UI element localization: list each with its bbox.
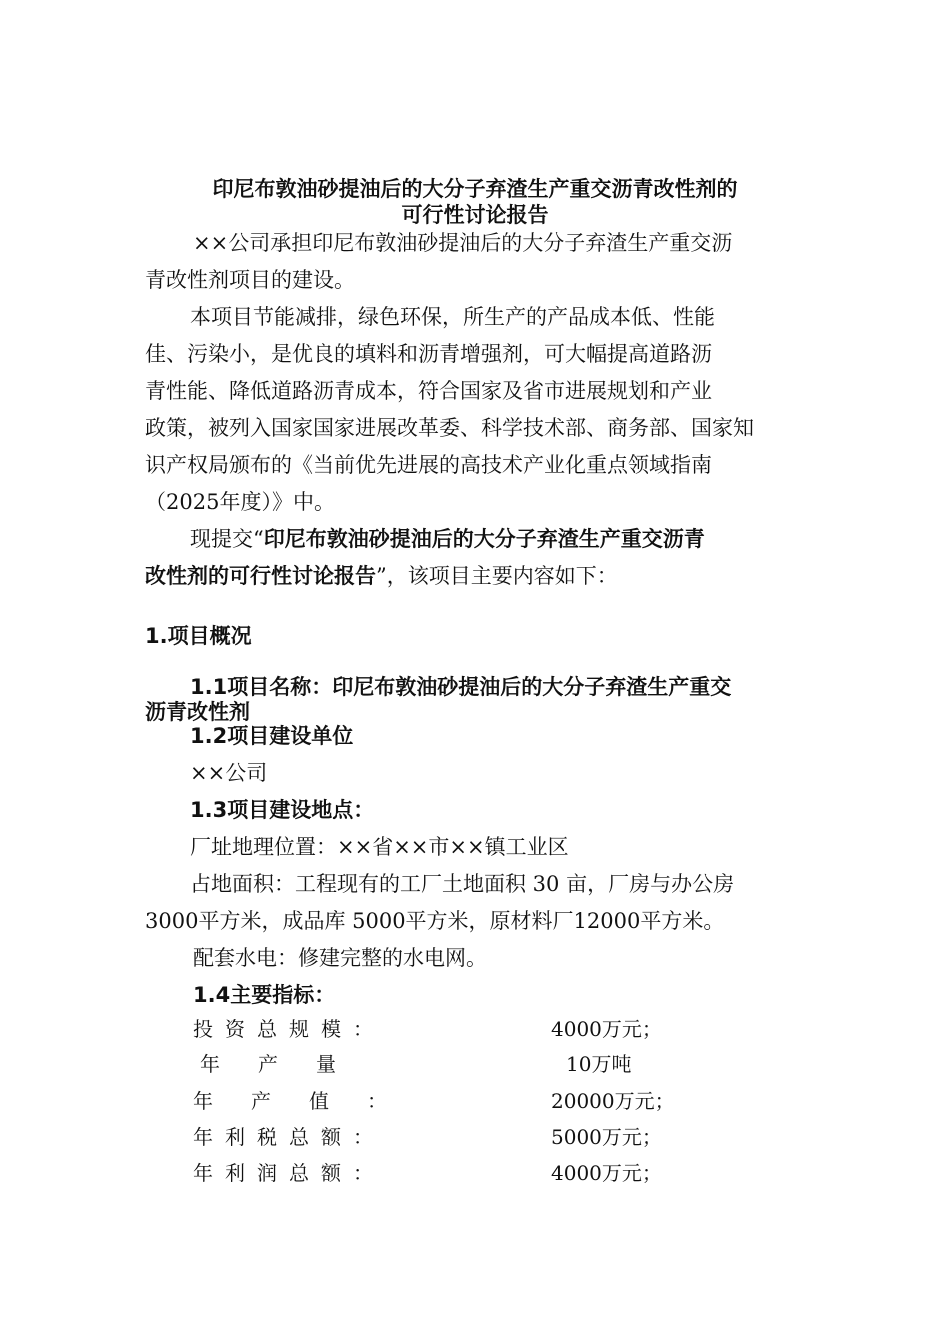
intro-paragraph-3-line-2 (145, 562, 618, 590)
indicator-value-investment: 4000万元； (551, 1017, 662, 1041)
intro-paragraph-2-line-1: 本项目节能减排，绿色环保，所生产的产品成本低、性能 (190, 305, 715, 329)
intro-paragraph-2-line-4: 政策，被列入国家国家进展改革委、科学技术部、商务部、国家知 (145, 416, 754, 440)
utilities-line: 配套水电：修建完整的水电网。 (193, 946, 487, 970)
project-name-line-1: 1.1项目名称：印尼布敦油砂提油后的大分子弃渣生产重交 (190, 675, 732, 699)
indicator-label-net-profit: 年利润总额： (193, 1161, 385, 1185)
intro-paragraph-1-line-2: 青改性剂项目的建设。 (145, 268, 355, 292)
indicator-label-output: 年产量 (200, 1052, 374, 1076)
project-name-line-2: 沥青改性剂 (145, 700, 250, 724)
submission-prefix: 现提交“ (190, 527, 264, 551)
indicator-value-output: 10万吨 (566, 1052, 632, 1076)
section-1-heading: 1.项目概况 (145, 624, 252, 648)
indicator-label-profit-tax: 年利税总额： (193, 1125, 385, 1149)
report-title-line-1: 印尼布敦油砂提油后的大分子弃渣生产重交沥青改性剂的 (212, 177, 738, 201)
intro-paragraph-3-line-1 (190, 525, 705, 553)
intro-paragraph-2-line-2: 佳、污染小，是优良的填料和沥青增强剂，可大幅提高道路沥 (145, 342, 712, 366)
construction-unit-heading: 1.2项目建设单位 (190, 724, 354, 748)
report-title-line-2: 可行性讨论报告 (401, 203, 549, 227)
report-name-bold-part-2: 改性剂的可行性讨论报告 (145, 564, 376, 588)
intro-paragraph-2-line-6: （2025年度）》中。 (145, 490, 335, 514)
main-indicators-heading: 1.4主要指标： (193, 983, 336, 1007)
construction-site-heading: 1.3项目建设地点： (190, 798, 375, 822)
intro-paragraph-2-line-3: 青性能、降低道路沥青成本，符合国家及省市进展规划和产业 (145, 379, 712, 403)
land-area-line-2: 3000平方米，成品库 5000平方米，原材料厂12000平方米。 (145, 909, 725, 933)
indicator-value-output-value: 20000万元； (551, 1089, 675, 1113)
report-name-bold-part-1: 印尼布敦油砂提油后的大分子弃渣生产重交沥青 (263, 527, 705, 551)
land-area-line-1: 占地面积：工程现有的工厂土地面积 30 亩，厂房与办公房 (190, 872, 735, 896)
intro-paragraph-1-line-1: ××公司承担印尼布敦油砂提油后的大分子弃渣生产重交沥 (193, 231, 733, 255)
indicator-value-net-profit: 4000万元； (551, 1161, 662, 1185)
intro-paragraph-2-line-5: 识产权局颁布的《当前优先进展的高技术产业化重点领域指南 (145, 453, 712, 477)
indicator-value-profit-tax: 5000万元； (551, 1125, 662, 1149)
submission-suffix: ”，该项目主要内容如下： (376, 564, 618, 588)
indicator-label-output-value: 年产值： (193, 1089, 425, 1113)
indicator-label-investment: 投资总规模： (193, 1017, 385, 1041)
site-location: 厂址地理位置：××省××市××镇工业区 (190, 835, 569, 859)
construction-unit-value: ××公司 (190, 761, 268, 785)
